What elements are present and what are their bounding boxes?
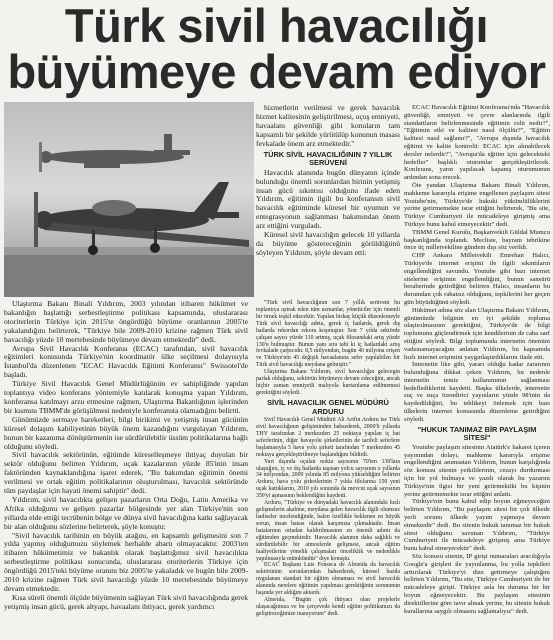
paragraph: Yurt dışında uçulan nokta sayısının 70'ten 130'lara ulaştığını, iç ve dış hatlarda taşınan yolcu sayısının o yıllarda 34 milyondan, 2009 yılında 85 milyona yükseldiğini belirten Arduru, hava yolu şirketlerinin 7 yılda filolarına 150 yeni uçak kattıklarını, 2010 yılı sonunda da mevcut uçak sayısının 350'yi aşmasının beklendiğini kaydetti. [256, 458, 400, 500]
paragraph: Ulaştırma Bakanı Binali Yıldırım, 2003 yılından itibaren hükümet ve bakanlığın başlattığı serbestleştirme politikası kapsamında, uluslararası otoriterlerin Türkiye için 2015'te öngördüğü büyüme oranlarının 2005'te yakalandığını belirterek, "Türkiye bile 2009-2010 krizine rağmen Türk sivil havacılığı yüzde 10 mertebesinde büyümeye devam etmektedir" dedi. [4, 299, 248, 344]
paragraph: Günümüzde sermaye hareketleri, bilgi birikimi ve yetişmiş insan gücünün küresel dolaşım kabiliyetinin büyük önem kazandığını vurgulayan Yıldırım, bunun bir kazanıma dönüştürmenin ise sürdürülebilir üssüm politikalarına bağlı olduğunu söyledi. [4, 414, 248, 451]
paragraph: Türkiye'nin bunu kabul edip boyun eğmeyeceğini belirten Yıldırım, "Bu paylaşım sitesi bir çok ülkede yerli sorunu ülkede yayım yapmaya devam etmektedir" dedi. Bu sitenin hukuk tanımaz bir hukuk sitesi olduğunu savunan Yıldırım, "Türkiye Cumhuriyeti ile mücadeleye girişmiş ama Türkiye bunu kabul etmeyecektir" dedi. [404, 498, 550, 553]
headline-line-2: büyümeye devam ediyor [7, 45, 546, 98]
airplane-icon [4, 102, 254, 297]
paragraph: hizmetlerin verilmesi ve gerek havacılık hizmet kalitesinin geliştirilmesi, uçuş emniyeti, havaalanı güvenliği gibi konuların tam kapsamlı bir şekilde yürütülüp konunun masası fevkalade önem arz etmektedir." [256, 103, 400, 148]
paragraph: CHP Ankara Milletvekili Emrehan Halıcı, Türkiye'de internet erişimi ile ilgili sıkıntıların engellendiğini savundu. Youtube gibi bazı internet sitelerine erişimin engellendiğini, bunun sansürü beraberinde getirdiğini belirten Halıcı, insanların bu durumdan çok rahatsız olduğunu, tepkilerini her geçen gün büyüdüğünü söyledi. [404, 252, 550, 306]
paragraph: Türkiye Sivil Havacılık Genel Müdürlüğünün ev sahipliğinde yapılan toplantıya video konferans yöntemiyle katılarak konuşma yapan Yıldırım, konferansa katılmayı arzu etmesine rağmen, Ulaştırma Bakanlığının işlerinden bir kısmını TBMM'de görüşülmesi nedeniyle konferansta olamadığını belirtti. [4, 379, 248, 415]
article-column-1 [4, 300, 248, 612]
paragraph: Yıldırım, sivil havacılıkta gelişen pazarların Orta Doğu, Latin Amerika ve Afrika olduğunu ve gelişen pazarlar bölgesinde yer alan Türkiye'nin son yıllarda elde ettiği tecrübenin bölge ve dünya sivil havacılığına katkı sağlayacak bir alan olduğunu sözlerine belirterek, şöyle konuştu: [4, 494, 248, 531]
headline-line-1: Türk sivil havacılığı [64, 0, 489, 52]
paragraph: Kısa süreli önemli ölçüde büyümenin sağlayan Türk sivil havacılığında gerek yetişmiş insan gücü, gerek altyapı, havaalanı ihtiyacı, gerek yardımcı [4, 592, 248, 611]
paragraph: Almeida, "Bugün çok ihtiyacı olan projelerle ulaşacağımıza ve bu çerçevede kendi eğitim politikamızı da geliştireceğimize inanıyorum" dedi. [256, 597, 400, 617]
subheading: TÜRK SİVİL HAVACILIĞININ 7 YILLIK SERÜVENİ [263, 149, 393, 168]
paragraph: Havacılık alanında bugün dünyanın içinde bulunduğu önemli sorunlardan birinin yetişmiş insan gücü sıkıntısı olduğunu ifade eden Yıldırım, eğitimin ilgili bu konferansın sivil havacılık eğitiminde küresel bir uyumun ve entegrasyonun sağlanması bakımından önem arz ettiğini vurguladı. [256, 167, 400, 231]
article-column-2-lower [256, 300, 400, 618]
airplane-photo [4, 102, 254, 297]
subheading: "HUKUK TANIMAZ BİR PAYLAŞIM SİTESİ" [417, 424, 537, 443]
paragraph: Avrupa Sivil Havacılık Konferansı (ECAC) tarafından, sivil havacılık eğitimleri konusunda Türkiye'nin koordinatör ülke seçilmesi dolayısıyla İstanbul'da düzenlenen "ECAC Havacılık Eğitimi Konferansı" Swissotel'de başladı. [4, 343, 248, 380]
paragraph: Sivil Havacılık Genel Müdürü Ali Arifin Arduru ise Türk sivil havacılığının gelişiminden bahsederek, 2000'li yıllarda THY tarafından 2 merkezden 25 noktaya yapılan iç hat seferlerinin, diğer havayolu şirketlerinin de tarifeli seferlere başlamasıyla 5 hava yolu şirketi tarafından 7 merkezden 45 noktaya gerçekleştirilmeye başlandığını bildirdi. [256, 417, 400, 458]
paragraph: ECAC Havacılık Eğitimi Konferansı'nda "Havacılık güvenliği, emniyeti ve çevre alanlarında ilgili standartların belirlenmesinde eğitimin rolü nedir?", "Eğitimin etki ve kalitesi nasıl ölçülür?", "Eğitim kalitesi nasıl sağlanır?", "Avrupa dışında havacılık eğitimi ve kalite kontrolü: ECAC için alınabilecek dersler nelerdir?", "Avrupa'da eğitim için gelecekteki hedefler" başlıklı oturumlar gerçekleştirilecek. Konferans, yarın yapılacak kapanış oturumunun ardından sona erecek. [404, 104, 550, 182]
article-column-3 [404, 104, 550, 615]
paragraph: Arduru, "Türkiye ve dünyadaki havacılık alanındaki hızlı gelişmelerin akabine, meydana gelen havacılık ilgili olumsuz hadiseler incelendiğinde, halen özellikle beklenen en büyük sorun, insan hatası olarak karşımıza çıkmaktadır. İnsan hatalarının ortadan kaldırılmasının en önemli adımı da eğitimden geçmektedir. Havacılık alanının daha sağlıklı ve sürdürülebilir bir atmosferde gelişmesi, ancak eğitim faaliyetlerine yönelik çalışmaları önceliklik ve nedenlikle yapılmasıyla mümkündür" diye konuştu. [256, 500, 400, 562]
paragraph: İnternetin like gibi, yararı olduğu kadar zararının bulunduğuna dikkat çeken Yıldırım, bu nedenle internetin temiz kullanımının sağlanması hedeflediklerini kaydetti. Başka ülkelerde, internette suç ve suça özendirici yayınların yüzde 98'inin da kaydedildiğini, bu tehlikeyi önlemek için bazı ülkelerin internet konusunda düzenleme getirdiğini söyledi. [404, 361, 550, 423]
paragraph: "Sivil havacılık tarihinin en büyük atağını, en kapsamlı gelişmesini son 7 yılda yapmış olduğumuzu söylemek herhalde abartı olmayacaktır. 2003'ten itibaren hükümetimiz ve bakanlık olarak başlattığımız sivil havacılıkta serbestleştirme politikası sonucunda, uluslararası otoriterlerin Türkiye için öngördüğü 2015'teki büyüme oranını biz 2005'te yakaladık ve bugün bile 2009-2010 krizine rağmen Türk sivil havacılığı yüzde 10 mertebesinde büyümeye devam etmektedir. [4, 530, 248, 593]
paragraph: "Türk sivil havacılığının son 7 yıllık serüveni bu toplantıya ışıtrak eden tüm uzmanlar, yöneticiler için önemli bir örnek teşkil edecektir. Yapılan birkaç küçük düzenlemeyle Türk sivil havacılığı adeta, gerek iç hatlarda, gerek dış hatlarda rekordan rekora koşmuştur. Son 7 yılda sektörde çalışan sayısı yüzde 110 artmış, uçak filosundaki artış yüzde 130'u bulmuştur. Bunun yanı sıra tabi ki iç hatlardaki artış fevkalade çarpıcıdır. 8,5 milyondan, bugün 40 milyona erişen ve Türkiye'nin 45 değişik havaalanına sefer yapılabilen bir Türk sivil havacılığı meydana gelmiştir." [256, 300, 400, 369]
paragraph: Öte yandan Ulaştırma Bakanı Binali Yıldırım, mahkeme kararıyla erişime engellenen paylaşım sitesi Youtube'nin, Türkiye'de hukuki yükümlülüklerini yerine getirmemekte israr ettiğini belirterek, "Bu site, Türkiye Cumhuriyeti ile mücadeleye girişmiş ama Türkiye bunu kabul etmeyecektir" dedi. [404, 181, 550, 228]
paragraph: ECAC Başkanı Luis Fonseca de Almeida da havacılık sektörünün sorunlarından bahsederek, küresel bazda uygulanan standart bir eğitim olmaması ve sivil havacılık alanında nerelere eğitimin yapılması gerektiğinin sorununun başında yer aldığını aktardı. [256, 562, 400, 597]
subheading: SİVİL HAVACILIK GENEL MÜDÜRÜ ARDURU [267, 397, 389, 416]
paragraph: Küresel sivil havacılığın gelecek 10 yıllarda da büyüme göstereceğinin görüldüğünü söyleyen Yıldırım, şöyle devam etti: [256, 230, 400, 257]
paragraph: Sivil havacılık sektörünün, eğitimde küreselleşmeye ihtiyaç duyulan bir sektör olduğunu belirten Yıldırım, uçak kazalarının yüzde 85'inin insan faktöründen kaynaklandığına işaret ederek, "Bu bakımdan eğitimin önemi verilmesi ve ortak eğitim politikalarının oluşturulması, havacılık sektöründe tüm paydaşlar için hayati önemi sahiptir" dedi. [4, 450, 248, 496]
paragraph: Söz konusu sitenin, IP girişi numaraları aracılığıyla Google'a girişleri ile yayınlanma, bu yolla tepkileri arttırılarak Türkiye'yi dize getirmeye çalıştığını belirten Yıldırım, "Bu site, Türkiye Cumhuriyeti ile bir mücadeleye girişti. Türkiye asla bu duruma bir bir boyun eğmeyecektir. Bu paylaşım sitesinin direktiflerine göre tavır almak yerine, bu sitenin hukuk kurallarına saygılı olmasını sağlamalıyız" dedi. [404, 553, 550, 615]
article-column-2 [256, 104, 400, 258]
paragraph: TBMM Genel Kurulu, Başkanvekili Güldal Mumcu başkanlığında toplandı. Mecliste, bayram tebrikine önce üç milletvekiline gündem dışı söz verildi. [404, 228, 550, 252]
paragraph: Hükümet adına söz alan Ulaştırma Bakanı Yıldırım, günümüzde bilginin en iyi şekilde topluma ulaştırılmasının gerektiğini, Türkiye'de de bilgi toplumunu güçlendirmek için kendilerinin de caba sarf ettiğini söyledi. Bilgi toplumunda internetin önemini vadsınamayacağını anlatan Yıldırım, bu kapsamda hızlı internet erişimini yaygınlaştırdıklarını ifade etti. [404, 306, 550, 361]
paragraph: Youtube paylaşım sitesinin Atatürk'e hakaret içeren yayınından dolayı, mahkeme kararıyla erişime engellendiğini anımsatan Yıldırım, bunun karşılığında söz konusu sitenin yetkililerinin, cezayı durdurması için bir yol bulmaya ve yazılı olarak bu yazarını Türkiye'nin ilgisi bir yeni getirmektiki bu kişinin yerine getirmemekte israr ettiğini anlattı. [404, 443, 550, 498]
paragraph: Ulaştırma Bakanı Yıldırım, sivil havacılığın gelecegin parlak olduğunu, sektörün büyümeye devam edeceğini, ancak hiçbir zaman emniyetli malıyola kurtarılama edilmemesi gerektiğini söyledi. [256, 369, 400, 396]
